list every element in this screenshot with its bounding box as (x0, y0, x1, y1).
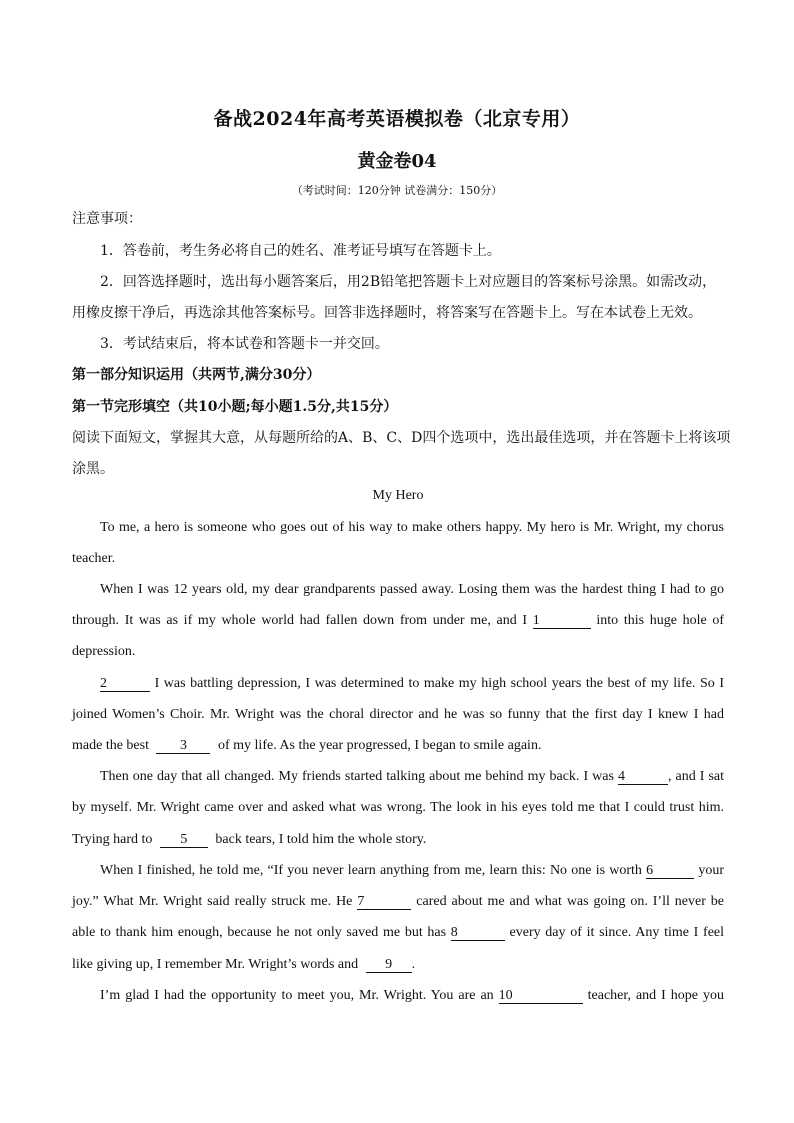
passage-line (72, 738, 724, 754)
blank-2: 2 (100, 677, 150, 692)
passage-text: through. It was as if my whole world had fallen down from under me, and I (72, 613, 528, 628)
passage-line (100, 769, 724, 785)
passage-text: teacher, and I hope you (587, 988, 725, 1003)
passage-text: like giving up, I remember Mr. Wright’s words and (72, 957, 359, 972)
passage-line: depression. (72, 644, 136, 659)
passage-text: When I finished, he told me, “If you never learn anything from me, learn this: No one is worth (100, 863, 642, 878)
passage-line: joined Women’s Choir. Mr. Wright was the choral director and he was so funny that the first day I knew I had (72, 707, 724, 722)
instruction-line-2: 涂黑。 (72, 461, 114, 477)
passage-line (100, 988, 724, 1004)
notice-item-1: 1．答卷前，考生务必将自己的姓名、准考证号填写在答题卡上。 (100, 243, 501, 259)
blank-4: 4 (618, 770, 668, 785)
notice-item-2-line-2: 用橡皮擦干净后，再选涂其他答案标号。回答非选择题时，将答案写在答题卡上。写在本试卷上无效。 (72, 305, 702, 321)
passage-text: into this huge hole of (596, 613, 725, 628)
passage-line: by myself. Mr. Wright came over and asked what was wrong. The look in his eyes told me that I could trust him. (72, 800, 724, 815)
instruction-line-1: 阅读下面短文，掌握其大意，从每题所给的A、B、C、D四个选项中，选出最佳选项，并在答题卡上将该项 (72, 430, 731, 446)
passage-text: made the best (72, 738, 149, 753)
blank-10: 10 (499, 989, 583, 1004)
blank-6: 6 (646, 864, 694, 879)
blank-3: 3 (156, 739, 210, 754)
blank-1: 1 (533, 614, 591, 629)
passage-text: I’m glad I had the opportunity to meet you, Mr. Wright. You are an (100, 988, 494, 1003)
passage-text: , and I sat (667, 769, 724, 784)
passage-text: Trying hard to (72, 832, 153, 847)
passage-text: back tears, I told him the whole story. (215, 832, 427, 847)
passage-line: teacher. (72, 551, 116, 566)
passage-line (100, 676, 724, 692)
passage-line (72, 832, 724, 848)
notice-item-3: 3．考试结束后，将本试卷和答题卡一并交回。 (100, 336, 389, 352)
passage-title: My Hero (372, 488, 424, 503)
part-heading: 第一部分知识运用（共两节,满分30分） (72, 367, 321, 383)
passage-text: your (698, 863, 725, 878)
passage-text: able to thank him enough, because he not only saved me but has (72, 925, 447, 940)
passage-line: To me, a hero is someone who goes out of his way to make others happy. My hero is Mr. Wright, my chorus (100, 520, 724, 535)
passage-text: joy.” What Mr. Wright said really struck me. He (72, 894, 353, 909)
passage-line: When I was 12 years old, my dear grandparents passed away. Losing them was the hardest thing I had to go (100, 582, 724, 597)
blank-8: 8 (451, 926, 505, 941)
passage-text: Then one day that all changed. My friends started talking about me behind my back. I was (100, 769, 614, 784)
passage-line (72, 957, 724, 973)
passage-text: . (411, 957, 416, 972)
blank-9: 9 (366, 958, 412, 973)
page-subtitle: 黄金卷04 (357, 151, 437, 172)
page-title: 备战2024年高考英语模拟卷（北京专用） (213, 108, 581, 130)
passage-text: cared about me and what was going on. I’ll never be (416, 894, 725, 909)
exam-info: （考试时间：120分钟 试卷满分：150分） (291, 184, 503, 197)
passage-text: of my life. As the year progressed, I began to smile again. (217, 738, 542, 753)
passage-line (100, 863, 724, 879)
notice-item-2-line-1: 2．回答选择题时，选出每小题答案后，用2B铅笔把答题卡上对应题目的答案标号涂黑。如需改动， (100, 274, 717, 290)
passage-text: I was battling depression, I was determined to make my high school years the best of my life. So I (154, 676, 724, 691)
passage-text: every day of it since. Any time I feel (509, 925, 725, 940)
passage-line (72, 894, 724, 910)
blank-7: 7 (357, 895, 411, 910)
notice-heading: 注意事项： (72, 211, 142, 227)
passage-line (72, 613, 724, 629)
blank-5: 5 (160, 833, 208, 848)
passage-line (72, 925, 724, 941)
section-heading: 第一节完形填空（共10小题;每小题1.5分,共15分） (72, 399, 398, 415)
